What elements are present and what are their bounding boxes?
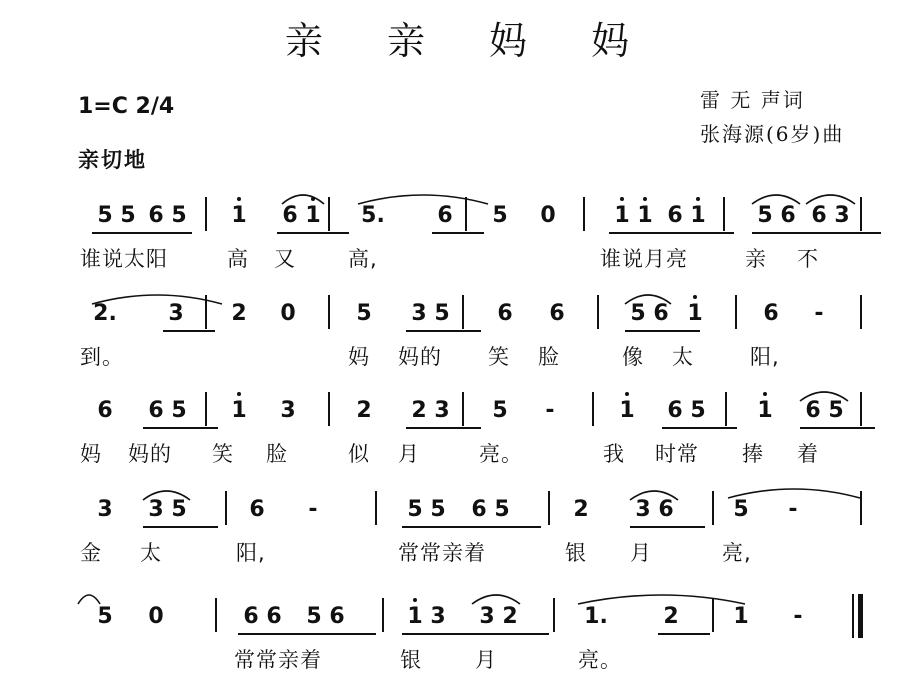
note: 5: [171, 203, 187, 228]
underline-beam: [143, 526, 218, 528]
lyric-text: 我: [603, 442, 625, 466]
note: 1: [682, 301, 708, 327]
note: 2: [663, 604, 679, 629]
bar-line: [225, 491, 227, 525]
slur-arc: [78, 595, 100, 604]
note: 6: [667, 398, 683, 423]
note: 2: [231, 301, 247, 326]
note: 3: [148, 497, 164, 522]
note: 5: [171, 398, 187, 423]
underline-beam: [402, 633, 477, 635]
bar-line: [205, 197, 207, 231]
note: 3: [479, 604, 495, 629]
note: 1: [226, 203, 252, 229]
lyric-text: 常常亲着: [234, 648, 322, 672]
key-signature: 1=C 2/4: [78, 94, 175, 119]
note: 3: [168, 301, 184, 326]
note: 6: [658, 497, 674, 522]
bar-line: [735, 295, 737, 329]
note: 1: [609, 203, 635, 229]
note: 1: [402, 604, 428, 630]
high-octave-dot: [763, 392, 767, 396]
note: 5: [171, 497, 187, 522]
song-title: 亲 亲 妈 妈: [284, 19, 656, 63]
underline-beam: [92, 232, 192, 234]
bar-line: [205, 392, 207, 426]
composer-credit: 张海源(6岁)曲: [700, 122, 845, 146]
note: 1: [632, 203, 658, 229]
note: 5: [407, 497, 423, 522]
note: 5: [97, 604, 113, 629]
lyric-text: 高: [227, 247, 249, 271]
lyric-text: 脸: [538, 345, 560, 369]
note: 6: [266, 604, 282, 629]
note: 6: [148, 203, 164, 228]
note: 6: [249, 497, 265, 522]
bar-line: [375, 491, 377, 525]
note: 6: [497, 301, 513, 326]
high-octave-dot: [625, 392, 629, 396]
lyric-text: 又: [274, 247, 296, 271]
lyric-text: 妈: [80, 442, 102, 466]
bar-line: [712, 491, 714, 525]
bar-line: [583, 197, 585, 231]
bar-line: [597, 295, 599, 329]
note: 6: [667, 203, 683, 228]
underline-beam: [432, 232, 484, 234]
note: 1: [685, 203, 711, 229]
lyric-text: 时常: [655, 442, 699, 466]
note: 1.: [584, 604, 608, 629]
note: -: [793, 604, 803, 629]
note: 0: [148, 604, 164, 629]
bar-line: [553, 598, 555, 632]
note: 6: [148, 398, 164, 423]
lyric-text: 阳,: [750, 345, 780, 369]
note: 1: [300, 203, 326, 229]
lyric-text: 笑: [212, 442, 234, 466]
lyric-text: 笑: [488, 345, 510, 369]
lyric-text: 着: [797, 442, 819, 466]
note: 3: [411, 301, 427, 326]
note: 6: [329, 604, 345, 629]
high-octave-dot: [620, 197, 624, 201]
note: 3: [280, 398, 296, 423]
note: 6: [97, 398, 113, 423]
bar-line: [328, 197, 330, 231]
high-octave-dot: [643, 197, 647, 201]
note: 5: [120, 203, 136, 228]
underline-beam: [806, 232, 881, 234]
note: 2.: [93, 301, 117, 326]
lyric-text: 银: [400, 648, 422, 672]
high-octave-dot: [413, 598, 417, 602]
bar-line: [860, 491, 862, 525]
underline-beam: [466, 526, 541, 528]
note: 5: [306, 604, 322, 629]
underline-beam: [474, 633, 549, 635]
note: 2: [411, 398, 427, 423]
note: 6: [243, 604, 259, 629]
underline-beam: [800, 427, 875, 429]
lyric-text: 脸: [266, 442, 288, 466]
note: 3: [834, 203, 850, 228]
note: 3: [635, 497, 651, 522]
high-octave-dot: [237, 197, 241, 201]
underline-beam: [163, 330, 215, 332]
lyric-text: 像: [622, 345, 644, 369]
lyric-text: 妈的: [398, 345, 442, 369]
high-octave-dot: [311, 197, 315, 201]
note: 5: [356, 301, 372, 326]
lyric-text: 常常亲着: [398, 541, 486, 565]
underline-beam: [662, 427, 737, 429]
note: -: [788, 497, 798, 522]
lyric-text: 谁说月亮: [600, 247, 688, 271]
note: 6: [653, 301, 669, 326]
note: 6: [282, 203, 298, 228]
note: 2: [356, 398, 372, 423]
note: 6: [549, 301, 565, 326]
lyric-text: 似: [348, 442, 370, 466]
bar-line: [328, 392, 330, 426]
bar-line: [382, 598, 384, 632]
lyric-text: 月: [475, 648, 497, 672]
lyric-text: 妈的: [128, 442, 172, 466]
note: 5: [492, 398, 508, 423]
final-barline: [858, 594, 863, 638]
lyric-text: 太: [140, 541, 162, 565]
underline-beam: [406, 427, 481, 429]
note: 5: [757, 203, 773, 228]
underline-beam: [658, 633, 710, 635]
note: 6: [437, 203, 453, 228]
underline-beam: [143, 427, 218, 429]
lyric-text: 到。: [80, 345, 124, 369]
bar-line: [860, 197, 862, 231]
note: 6: [811, 203, 827, 228]
lyric-text: 银: [565, 541, 587, 565]
bar-line: [712, 598, 714, 632]
bar-line: [465, 197, 467, 231]
lyric-text: 亮。: [479, 442, 523, 466]
note: 6: [471, 497, 487, 522]
bar-line: [725, 392, 727, 426]
high-octave-dot: [696, 197, 700, 201]
underline-beam: [301, 633, 376, 635]
note: 2: [573, 497, 589, 522]
bar-line: [860, 295, 862, 329]
high-octave-dot: [693, 295, 697, 299]
note: 1: [614, 398, 640, 424]
note: 5: [430, 497, 446, 522]
note: 0: [280, 301, 296, 326]
tempo-marking: 亲切地: [78, 148, 147, 172]
note: 5: [494, 497, 510, 522]
lyricist-credit: 雷 无 声词: [700, 88, 805, 112]
bar-line: [462, 392, 464, 426]
bar-line: [548, 491, 550, 525]
bar-line: [723, 197, 725, 231]
note: -: [308, 497, 318, 522]
bar-line: [592, 392, 594, 426]
bar-line: [328, 295, 330, 329]
lyric-text: 金: [80, 541, 102, 565]
high-octave-dot: [237, 392, 241, 396]
note: 6: [805, 398, 821, 423]
note: 5: [492, 203, 508, 228]
lyric-text: 亮,: [722, 541, 752, 565]
underline-beam: [406, 330, 481, 332]
note: 5: [434, 301, 450, 326]
note: 3: [434, 398, 450, 423]
slur-arc: [472, 595, 520, 604]
note: 6: [780, 203, 796, 228]
underline-beam: [277, 232, 349, 234]
lyric-text: 亲: [745, 247, 767, 271]
bar-line: [205, 295, 207, 329]
note: 2: [502, 604, 518, 629]
bar-line: [860, 392, 862, 426]
note: 5.: [361, 203, 385, 228]
note: 1: [733, 604, 749, 629]
lyric-text: 太: [672, 345, 694, 369]
lyric-text: 谁说太阳: [80, 247, 168, 271]
note: 0: [540, 203, 556, 228]
note: 3: [97, 497, 113, 522]
note: -: [814, 301, 824, 326]
lyric-text: 月: [398, 442, 420, 466]
note: 1: [752, 398, 778, 424]
lyric-text: 不: [797, 247, 819, 271]
lyric-text: 月: [630, 541, 652, 565]
bar-line: [462, 295, 464, 329]
note: 5: [630, 301, 646, 326]
note: 3: [430, 604, 446, 629]
bar-line: [215, 598, 217, 632]
underline-beam: [625, 330, 700, 332]
note: 5: [733, 497, 749, 522]
underline-beam: [662, 232, 734, 234]
note: 5: [97, 203, 113, 228]
note: 1: [226, 398, 252, 424]
lyric-text: 妈: [348, 345, 370, 369]
lyric-text: 亮。: [578, 648, 622, 672]
slur-arc: [578, 595, 745, 604]
note: 6: [763, 301, 779, 326]
lyric-text: 捧: [742, 442, 764, 466]
note: 5: [828, 398, 844, 423]
note: 5: [690, 398, 706, 423]
lyric-text: 阳,: [236, 541, 266, 565]
underline-beam: [630, 526, 705, 528]
note: -: [545, 398, 555, 423]
final-barline: [852, 594, 854, 638]
lyric-text: 高,: [348, 247, 378, 271]
